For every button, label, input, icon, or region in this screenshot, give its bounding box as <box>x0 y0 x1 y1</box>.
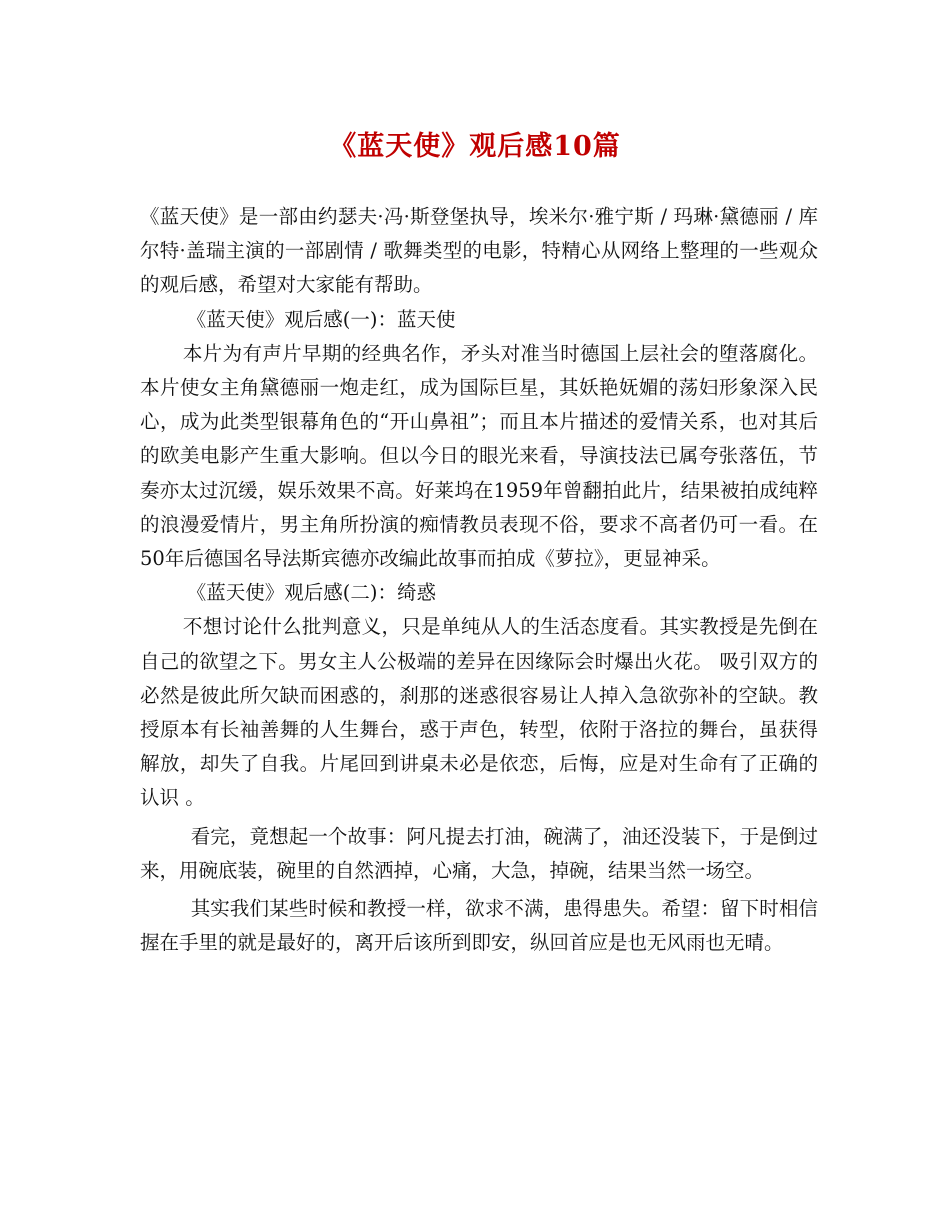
closing-paragraph: 其实我们某些时候和教授一样，欲求不满，患得患失。希望：留下时相信握在手里的就是最好的，离开后该所到即安，纵回首应是也无风雨也无晴。 <box>140 897 818 955</box>
review-paragraph-2: 不想讨论什么批判意义，只是单纯从人的生活态度看。其实教授是先倒在自己的欲望之下。男女主人公极端的差异在因缘际会时爆出火花。 吸引双方的必然是彼此所欠缺而困惑的，刹那的迷惑很容易让人掉入急欲弥补的空缺。教授原本有长袖善舞的人生舞台，惑于声色，转型，依附于洛拉的舞台，虽获得解放，却失了自我。片尾回到讲桌未必是依恋，后悔，应是对生命有了正确的认识 。 <box>140 615 818 810</box>
story-paragraph: 看完，竟想起一个故事：阿凡提去打油，碗满了，油还没装下，于是倒过来，用碗底装，碗里的自然洒掉，心痛，大急，掉碗，结果当然一场空。 <box>140 824 818 882</box>
section-heading-2: 《蓝天使》观后感(二)：绮惑 <box>186 581 437 605</box>
intro-paragraph: 《蓝天使》是一部由约瑟夫·冯·斯登堡执导，埃米尔·雅宁斯 / 玛琳·黛德丽 / 库尔特·盖瑞主演的一部剧情 / 歌舞类型的电影，特精心从网络上整理的一些观众的观后感，希望对大家能有帮助。 <box>140 205 818 297</box>
section-heading-1: 《蓝天使》观后感(一)：蓝天使 <box>186 307 456 331</box>
document-body <box>140 200 818 960</box>
document-title: 《蓝天使》观后感10篇 <box>329 131 621 162</box>
review-paragraph-1: 本片为有声片早期的经典名作，矛头对准当时德国上层社会的堕落腐化。本片使女主角黛德丽一炮走红，成为国际巨星，其妖艳妩媚的荡妇形象深入民心，成为此类型银幕角色的“开山鼻祖”；而且本片描述的爱情关系，也对其后的欧美电影产生重大影响。但以今日的眼光来看，导演技法已属夸张落伍，节奏亦太过沉缓，娱乐效果不高。好莱坞在1959年曾翻拍此片，结果被拍成纯粹的浪漫爱情片，男主角所扮演的痴情教员表现不俗，要求不高者仍可一看。在50年后德国名导法斯宾德亦改编此故事而拍成《萝拉》，更显神采。 <box>140 341 818 571</box>
